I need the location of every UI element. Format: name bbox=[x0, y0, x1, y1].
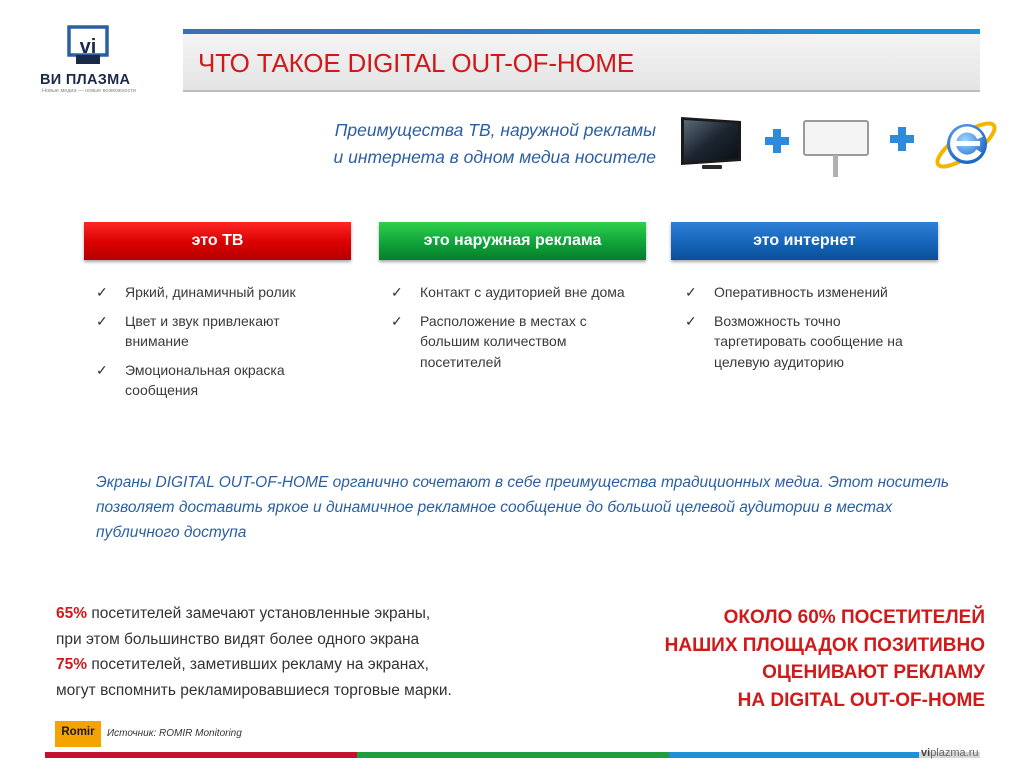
list-item bbox=[391, 311, 641, 373]
list-item-text: Эмоциональная окраска сообщения bbox=[125, 361, 285, 398]
source-note: Источник: ROMIR Monitoring bbox=[107, 728, 242, 739]
tv-icon bbox=[678, 113, 744, 171]
stat-text: посетителей замечают установленные экраны, bbox=[91, 605, 431, 622]
stat-line bbox=[56, 652, 556, 678]
list-item-text: Контакт с аудиторией вне дома bbox=[420, 284, 625, 300]
checkmark-icon: ✓ bbox=[685, 284, 697, 300]
category-internet-header: это интернет bbox=[671, 222, 938, 260]
subtitle-line-1: Преимущества ТВ, наружной рекламы bbox=[334, 120, 656, 140]
category-outdoor-header: это наружная реклама bbox=[379, 222, 646, 260]
site-url-rest: plazma.ru bbox=[930, 747, 979, 759]
stat-line: при этом большинство видят более одного экрана bbox=[56, 630, 420, 648]
billboard-icon bbox=[802, 117, 870, 179]
stat-line bbox=[56, 601, 556, 627]
callout-block bbox=[560, 604, 985, 714]
stat-percent: 75% bbox=[56, 656, 88, 673]
page-title: ЧТО ТАКОЕ DIGITAL OUT-OF-HOME bbox=[198, 48, 635, 78]
callout-line: ОКОЛО 60% ПОСЕТИТЕЛЕЙ bbox=[723, 607, 985, 628]
footer-color-bar bbox=[45, 752, 980, 758]
list-item bbox=[96, 311, 346, 352]
site-url-bold: vi bbox=[921, 747, 931, 759]
callout-line: ОЦЕНИВАЮТ РЕКЛАМУ bbox=[762, 662, 985, 683]
stat-text: посетителей, заметивших рекламу на экранах, bbox=[91, 656, 429, 673]
list-item bbox=[96, 282, 346, 303]
company-logo bbox=[40, 25, 145, 100]
statistics-block bbox=[56, 601, 556, 703]
category-tv-header: это ТВ bbox=[84, 222, 351, 260]
checkmark-icon: ✓ bbox=[391, 284, 403, 300]
callout-line: НАШИХ ПЛОЩАДОК ПОЗИТИВНО bbox=[664, 634, 985, 656]
subtitle bbox=[256, 117, 656, 171]
site-url[interactable] bbox=[921, 747, 978, 759]
checkmark-icon: ✓ bbox=[391, 312, 403, 329]
list-item-text: Цвет и звук привлекают внимание bbox=[125, 312, 280, 349]
plus-icon bbox=[889, 126, 915, 152]
title-bar bbox=[183, 34, 980, 92]
internet-explorer-icon bbox=[935, 113, 997, 175]
plus-icon bbox=[764, 128, 790, 154]
svg-text:vi: vi bbox=[79, 36, 97, 58]
stat-percent: 65% bbox=[56, 605, 88, 622]
logo-tagline: Новые медиа — новые возможности bbox=[42, 88, 136, 94]
list-item-text: Яркий, динамичный ролик bbox=[125, 284, 296, 300]
stat-line: могут вспомнить рекламировавшиеся торговые марки. bbox=[56, 681, 452, 699]
romir-logo: Romir bbox=[55, 721, 101, 747]
subtitle-line-2: и интернета в одном медиа носителе bbox=[333, 147, 656, 167]
outdoor-benefits-list bbox=[391, 282, 641, 380]
vi-logo-icon bbox=[67, 25, 109, 65]
checkmark-icon: ✓ bbox=[96, 284, 108, 300]
tv-benefits-list bbox=[96, 282, 346, 409]
logo-name: ВИ ПЛАЗМА bbox=[40, 72, 131, 88]
internet-benefits-list bbox=[685, 282, 935, 380]
list-item bbox=[685, 311, 935, 373]
checkmark-icon: ✓ bbox=[685, 312, 697, 329]
list-item bbox=[685, 282, 935, 303]
list-item bbox=[391, 282, 641, 303]
summary-paragraph: Экраны DIGITAL OUT-OF-HOME органично сочетают в себе преимущества традиционных медиа. Этот носитель позволяет доставить яркое и динамичное рекламное сообщение до большой целевой аудитории в местах публичного доступа bbox=[96, 474, 950, 541]
checkmark-icon: ✓ bbox=[96, 312, 108, 329]
callout-line: НА DIGITAL OUT-OF-HOME bbox=[737, 689, 985, 711]
list-item bbox=[96, 360, 346, 401]
list-item-text: Расположение в местах с большим количеством посетителей bbox=[420, 312, 587, 370]
list-item-text: Оперативность изменений bbox=[714, 284, 888, 300]
checkmark-icon: ✓ bbox=[96, 361, 108, 378]
list-item-text: Возможность точно таргетировать сообщение на целевую аудиторию bbox=[714, 312, 903, 370]
